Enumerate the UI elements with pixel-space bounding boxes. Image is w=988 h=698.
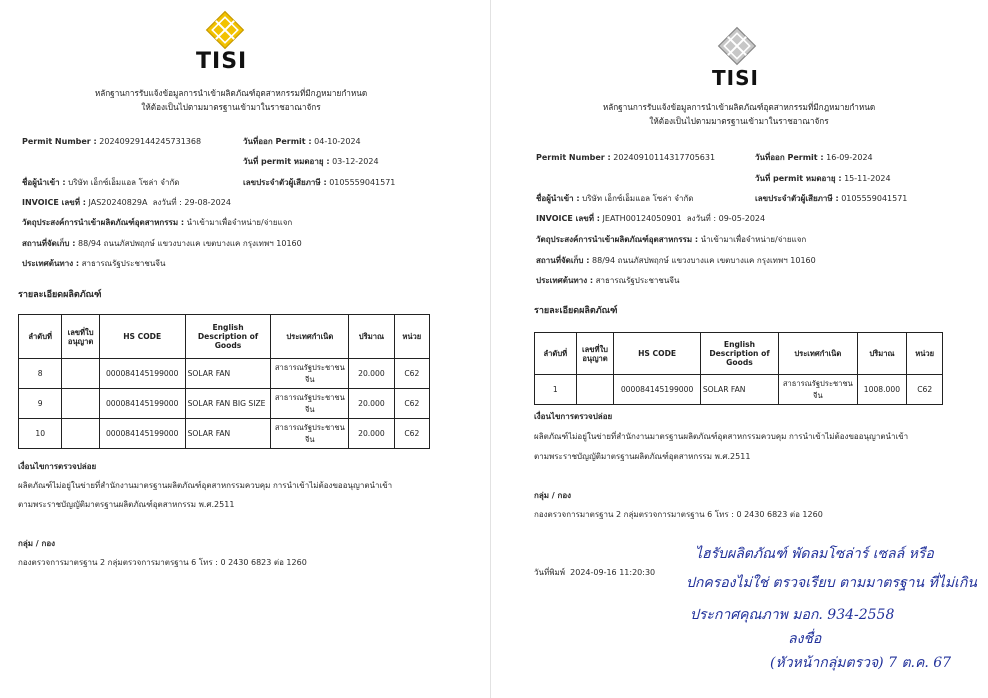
col-header: ประเทศกำเนิด (271, 315, 349, 359)
col-header: ปริมาณ (349, 315, 394, 359)
col-header: เลขที่ใบอนุญาต (62, 315, 99, 359)
cell-unit: C62 (394, 389, 429, 419)
tisi-logo-text: TISI (196, 49, 248, 74)
issue-date: วันที่ออก Permit : 04-10-2024 (243, 137, 361, 146)
group-value: กองตรวจการมาตรฐาน 2 กลุ่มตรวจการมาตรฐาน 6 โทร : 0 2430 6823 ต่อ 1260 (18, 558, 307, 567)
cell-country: สาธารณรัฐประชาชนจีน (271, 389, 349, 419)
storage-location: สถานที่จัดเก็บ : 88/94 ถนนภัสปพฤกษ์ แขวงบางแค เขตบางแค กรุงเทพฯ 10160 (536, 256, 816, 265)
right-document (490, 0, 988, 698)
product-details-title: รายละเอียดผลิตภัณฑ์ (534, 306, 618, 316)
cell-no: 10 (19, 419, 62, 449)
invoice-info: INVOICE เลขที่ : JEATH00124050901 ลงวันที่ : 09-05-2024 (536, 214, 766, 223)
table-header-row (535, 333, 943, 375)
storage-location: สถานที่จัดเก็บ : 88/94 ถนนภัสปพฤกษ์ แขวงบางแค เขตบางแค กรุงเทพฯ 10160 (22, 239, 302, 248)
table-row (535, 375, 943, 405)
group-title: กลุ่ม / กอง (18, 539, 56, 548)
cell-country: สาธารณรัฐประชาชนจีน (271, 419, 349, 449)
permit-number: Permit Number : 20240910114317705631 (536, 153, 716, 162)
cell-desc: SOLAR FAN (185, 359, 271, 389)
importer-name: ชื่อผู้นำเข้า : บริษัท เอ็กซ์เอ็มแอล โซล่า จำกัด (536, 194, 694, 203)
origin-country: ประเทศต้นทาง : สาธารณรัฐประชาชนจีน (536, 276, 680, 285)
table-row (19, 359, 430, 389)
cell-no: 9 (19, 389, 62, 419)
cell-country: สาธารณรัฐประชาชนจีน (779, 375, 857, 405)
col-header: English Description of Goods (185, 315, 271, 359)
doc-title (490, 100, 988, 128)
product-table (18, 314, 430, 449)
doc-title-line1: หลักฐานการรับแจ้งข้อมูลการนำเข้าผลิตภัณฑ์อุตสาหกรรมที่มีกฎหมายกำหนด (602, 102, 876, 112)
cell-desc: SOLAR FAN (185, 419, 271, 449)
invoice-info: INVOICE เลขที่ : JAS20240829A ลงวันที่ : 29-08-2024 (22, 198, 231, 207)
conditions-line1: ผลิตภัณฑ์ไม่อยู่ในข่ายที่สำนักงานมาตรฐานผลิตภัณฑ์อุตสาหกรรมควบคุม การนำเข้าไม่ต้องขออนุญาตนำเข้า (534, 432, 909, 441)
cell-no: 1 (535, 375, 577, 405)
issue-date: วันที่ออก Permit : 16-09-2024 (755, 153, 873, 162)
cell-country: สาธารณรัฐประชาชนจีน (271, 359, 349, 389)
cell-desc: SOLAR FAN (700, 375, 778, 405)
col-header: หน่วย (907, 333, 943, 375)
doc-title-line2: ให้ต้องเป็นไปตามมาตรฐานเข้ามาในราชอาณาจักร (141, 102, 321, 112)
import-purpose: วัตถุประสงค์การนำเข้าผลิตภัณฑ์อุตสาหกรรม : นำเข้ามาเพื่อจำหน่าย/จ่ายแจก (22, 218, 293, 227)
tisi-logo-text: TISI (712, 66, 759, 90)
permit-number: Permit Number : 20240929144245731368 (22, 137, 202, 146)
cell-hs: 000084145199000 (614, 375, 700, 405)
cell-no: 8 (19, 359, 62, 389)
handwritten-note-line1: ไฮรับผลิตภัณฑ์ พัดลมโซล่าร์ เซลล์ หรือ (695, 546, 934, 562)
table-row (19, 419, 430, 449)
tax-id: เลขประจำตัวผู้เสียภาษี : 0105559041571 (755, 194, 908, 203)
col-header: เลขที่ใบอนุญาต (576, 333, 614, 375)
import-purpose: วัตถุประสงค์การนำเข้าผลิตภัณฑ์อุตสาหกรรม : นำเข้ามาเพื่อจำหน่าย/จ่ายแจก (536, 235, 807, 244)
handwritten-note-line3: ประกาศคุณภาพ มอก. 934-2558 (690, 607, 895, 623)
col-header: หน่วย (394, 315, 429, 359)
col-header: English Description of Goods (700, 333, 778, 375)
group-title: กลุ่ม / กอง (534, 491, 572, 500)
importer-name: ชื่อผู้นำเข้า : บริษัท เอ็กซ์เอ็มแอล โซล่า จำกัด (22, 178, 180, 187)
cell-license (62, 389, 99, 419)
group-value: กองตรวจการมาตรฐาน 2 กลุ่มตรวจการมาตรฐาน 6 โทร : 0 2430 6823 ต่อ 1260 (534, 510, 823, 519)
product-details-title: รายละเอียดผลิตภัณฑ์ (18, 290, 102, 300)
doc-title-line2: ให้ต้องเป็นไปตามมาตรฐานเข้ามาในราชอาณาจักร (649, 116, 829, 126)
cell-hs: 000084145199000 (99, 419, 185, 449)
cell-desc: SOLAR FAN BIG SIZE (185, 389, 271, 419)
print-date: วันที่พิมพ์ 2024-09-16 11:20:30 (534, 568, 656, 577)
tisi-logo-silver-icon (715, 24, 759, 68)
conditions-line2: ตามพระราชบัญญัติมาตรฐานผลิตภัณฑ์อุตสาหกรรม พ.ศ.2511 (534, 452, 751, 461)
col-header: ประเทศกำเนิด (779, 333, 857, 375)
table-header-row (19, 315, 430, 359)
cell-qty: 1008.000 (857, 375, 907, 405)
tisi-logo-gold-icon (203, 8, 247, 52)
cell-unit: C62 (907, 375, 943, 405)
col-header: ลำดับที่ (19, 315, 62, 359)
cell-qty: 20.000 (349, 359, 394, 389)
handwritten-signature: ลงชื่อ (788, 631, 822, 647)
col-header: HS CODE (99, 315, 185, 359)
product-table (534, 332, 943, 405)
cell-license (576, 375, 614, 405)
handwritten-note-line2: ปกครองไม่ใช่ ตรวจเรียบ ตามมาตรฐาน ที่ไม่เกิน (686, 575, 977, 591)
cell-hs: 000084145199000 (99, 389, 185, 419)
cell-unit: C62 (394, 359, 429, 389)
doc-title-line1: หลักฐานการรับแจ้งข้อมูลการนำเข้าผลิตภัณฑ์อุตสาหกรรมที่มีกฎหมายกำหนด (94, 88, 368, 98)
cell-qty: 20.000 (349, 419, 394, 449)
doc-title (0, 86, 462, 114)
cell-license (62, 419, 99, 449)
col-header: ปริมาณ (857, 333, 907, 375)
conditions-title: เงื่อนไขการตรวจปล่อย (534, 412, 613, 421)
conditions-line1: ผลิตภัณฑ์ไม่อยู่ในข่ายที่สำนักงานมาตรฐานผลิตภัณฑ์อุตสาหกรรมควบคุม การนำเข้าไม่ต้องขออนุญาตนำเข้า (18, 481, 393, 490)
cell-qty: 20.000 (349, 389, 394, 419)
cell-hs: 000084145199000 (99, 359, 185, 389)
col-header: ลำดับที่ (535, 333, 577, 375)
tax-id: เลขประจำตัวผู้เสียภาษี : 0105559041571 (243, 178, 396, 187)
cell-license (62, 359, 99, 389)
cell-unit: C62 (394, 419, 429, 449)
table-row (19, 389, 430, 419)
origin-country: ประเทศต้นทาง : สาธารณรัฐประชาชนจีน (22, 259, 166, 268)
left-document (0, 0, 462, 698)
expire-date: วันที่ permit หมดอายุ : 03-12-2024 (243, 157, 379, 166)
conditions-line2: ตามพระราชบัญญัติมาตรฐานผลิตภัณฑ์อุตสาหกรรม พ.ศ.2511 (18, 500, 235, 509)
col-header: HS CODE (614, 333, 700, 375)
handwritten-signer-date: (หัวหน้ากลุ่มตรวจ) 7 ต.ค. 67 (770, 655, 952, 671)
expire-date: วันที่ permit หมดอายุ : 15-11-2024 (755, 174, 891, 183)
conditions-title: เงื่อนไขการตรวจปล่อย (18, 462, 97, 471)
